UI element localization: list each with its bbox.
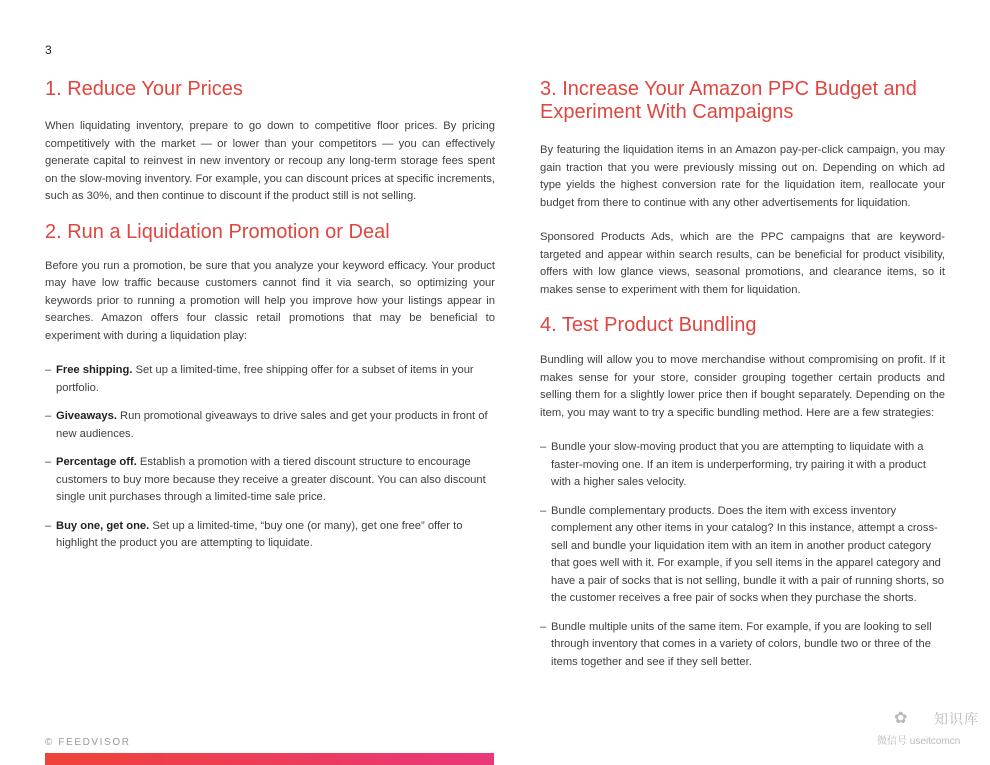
footer-copyright: © FEEDVISOR [45, 737, 131, 748]
dash-marker: – [45, 519, 52, 532]
left-column [45, 78, 495, 553]
section-heading-ppc-budget: 3. Increase Your Amazon PPC Budget and Experiment With Campaigns [540, 78, 917, 123]
watermark [872, 708, 984, 748]
list-item [540, 503, 945, 608]
footer-gradient-bar [45, 753, 494, 765]
list-item-text: Set up a limited-time, free shipping offer for a subset of items in your portfolio. [56, 364, 474, 394]
dash-marker: – [45, 456, 52, 468]
list-item-text: Run promotional giveaways to drive sales and get your products in front of new audiences. [56, 410, 488, 440]
bundling-list [540, 439, 945, 671]
list-item-title: Buy one, get one. [56, 519, 150, 532]
list-item [45, 408, 495, 443]
page-number: 3 [45, 43, 52, 57]
watermark-subtitle: 微信号 useitcomcn [877, 736, 961, 747]
list-item [540, 619, 945, 672]
list-item-title: Giveaways. [56, 410, 117, 422]
section-heading-reduce-prices: 1. Reduce Your Prices [45, 78, 243, 100]
list-item [45, 518, 495, 553]
list-item-text: Bundle your slow-moving product that you are attempting to liquidate with a faster-moving one. If an item is underperforming, try pairing it with a product with a higher sales velocity. [551, 441, 926, 488]
dash-marker: – [45, 410, 52, 422]
section-body-reduce-prices: When liquidating inventory, prepare to go down to competitive floor prices. By pricing competitively with the market — or lower than your competitors — you can effectively generate capital to reinvest in new inventory or recoup any long-term storage fees spent on the slow-moving inventory. For example, you can discount prices at specific increments, such as 30%, and then continue to discount if the product still is not selling. [45, 120, 495, 202]
wechat-icon: ✿ [894, 710, 908, 727]
section-body-ppc-budget: By featuring the liquidation items in an Amazon pay-per-click campaign, you may gain traction that you were previously missing out on. Depending on which ad type yields the highest conversion rate for the liquidation item, reallocate your budget from there to continue with any other advertisements for liquidation. [540, 144, 945, 209]
list-item [540, 439, 945, 492]
section-body-liquidation-promotion: Before you run a promotion, be sure that you analyze your keyword efficacy. Your product may have low traffic because customers cannot find it via search, so optimizing your keywords prior to running a promotion will help you improve how your listings appear in searches. Amazon offers four classic retail promotions that may be beneficial to experiment with during a liquidation play: [45, 259, 495, 342]
watermark-title: 知识库 [934, 711, 979, 727]
list-item-text: Bundle complementary products. Does the item with excess inventory complement any other items in your catalog? In this instance, attempt a cross-sell and bundle your liquidation item with an item in another product category that goes well with it. For example, if you sell items in the apparel category and have a pair of socks that is not selling, bundle it with a pair of running shorts, so the customer receives a free pair of socks when they purchase the shorts. [551, 504, 945, 604]
list-item [45, 362, 495, 397]
section-heading-liquidation-promotion: 2. Run a Liquidation Promotion or Deal [45, 220, 390, 243]
dash-marker: – [45, 364, 52, 376]
dash-marker: – [540, 620, 547, 633]
list-item-text: Bundle multiple units of the same item. For example, if you are looking to sell through inventory that comes in a variety of colors, bundle two or three of the items together and see if they sell better. [551, 620, 932, 668]
section-heading-product-bundling: 4. Test Product Bundling [540, 314, 757, 336]
right-column [540, 78, 945, 671]
list-item-text: Set up a limited-time, “buy one (or many), get one free” offer to highlight the product you are attempting to liquidate. [56, 519, 463, 549]
section-body-product-bundling: Bundling will allow you to move merchandise without compromising on profit. If it makes sense for your store, consider grouping together certain products and selling them for a slightly lower price then if bought separately. Depending on the item, you may want to try a specific bundling method. Here are a few strategies: [540, 354, 945, 419]
dash-marker: – [540, 441, 547, 453]
section-body-sponsored-products: Sponsored Products Ads, which are the PPC campaigns that are keyword-targeted and appear within search results, can be beneficial for product visibility, offers with low glance views, seasonal promotions, and clearance items, so it makes sense to experiment with them for liquidation. [540, 231, 945, 296]
list-item [45, 454, 495, 507]
list-item-title: Free shipping. [56, 364, 133, 376]
list-item-title: Percentage off. [56, 456, 137, 468]
promotion-list [45, 362, 495, 553]
list-item-text: Establish a promotion with a tiered discount structure to encourage customers to buy more because they receive a greater discount. You can also discount single unit purchases through a limited-time sale price. [56, 456, 486, 503]
dash-marker: – [540, 504, 547, 517]
